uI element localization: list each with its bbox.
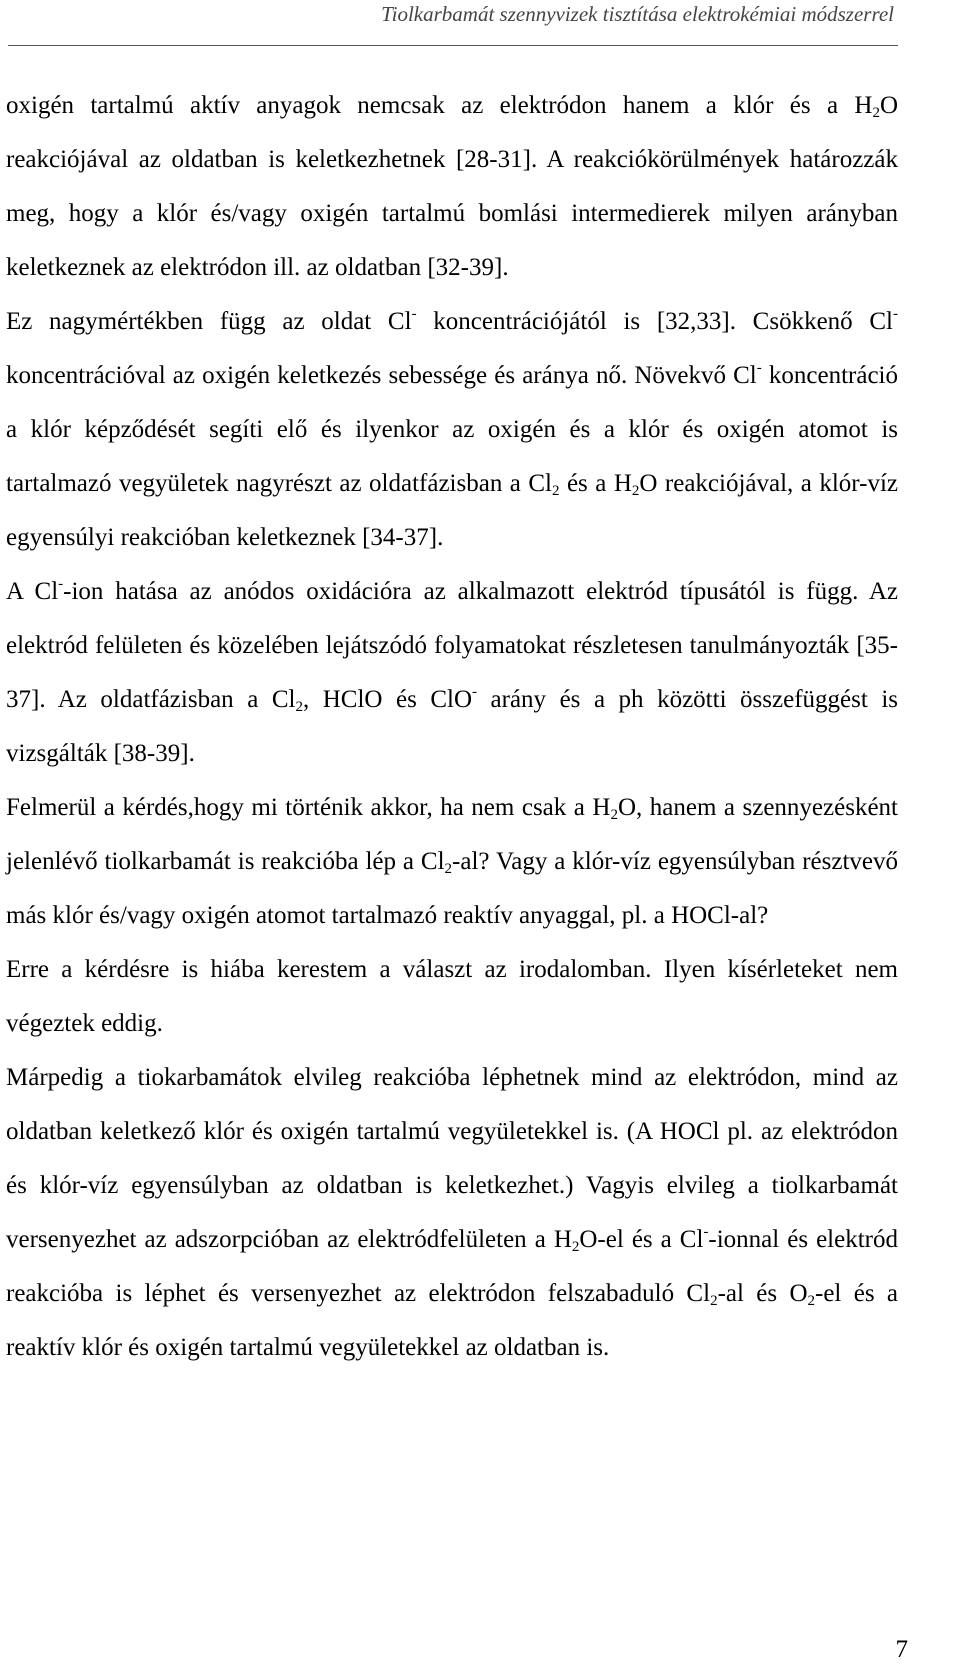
subscript: 2 bbox=[807, 1293, 816, 1309]
superscript: - bbox=[893, 306, 898, 322]
superscript: - bbox=[703, 1224, 709, 1240]
superscript: - bbox=[472, 684, 478, 700]
subscript: 2 bbox=[571, 1239, 580, 1255]
text-run: koncentrációval az oxigén keletkezés sebessége és aránya nő. Növekvő Cl bbox=[6, 362, 757, 389]
text-run: Erre a kérdésre is hiába kerestem a választ az irodalomban. Ilyen kísérleteket nem végeztek eddig. bbox=[6, 956, 898, 1037]
text-run: O-el és a Cl bbox=[579, 1226, 704, 1253]
paragraph bbox=[6, 781, 898, 943]
text-run: , HClO és ClO bbox=[302, 686, 473, 713]
text-run: -ionnal és elektród reakcióba is léphet és versenyezhet az elektródon felszabaduló Cl bbox=[6, 1226, 898, 1307]
subscript: 2 bbox=[610, 807, 618, 823]
subscript: 2 bbox=[631, 483, 640, 499]
superscript: - bbox=[411, 306, 417, 322]
text-run: -ion hatása az anódos oxidációra az alkalmazott elektród típusától is függ. Az elektród felületen és közelében lejátszódó folyamatokat részletesen tanulmányozták [35-37]. Az oldatfázisban a Cl bbox=[6, 578, 898, 713]
text-run: és a H bbox=[559, 470, 632, 497]
paragraph bbox=[6, 1051, 898, 1375]
subscript: 2 bbox=[551, 483, 560, 499]
text-run: arány és a ph közötti összefüggést is vizsgálták [38-39]. bbox=[6, 686, 898, 767]
body-text bbox=[6, 79, 898, 1375]
text-run: koncentráció a klór képződését segíti elő és ilyenkor az oxigén és a klór és oxigén atomot is tartalmazó vegyületek nagyrészt az oldatfázisban a Cl bbox=[6, 362, 898, 497]
text-run: -el és a reaktív klór és oxigén tartalmú vegyületekkel az oldatban is. bbox=[6, 1280, 898, 1361]
paragraph bbox=[6, 943, 898, 1051]
paragraph bbox=[6, 79, 898, 295]
paragraph bbox=[6, 295, 898, 565]
text-run: oxigén tartalmú aktív anyagok nemcsak az elektródon hanem a klór és a H bbox=[6, 92, 873, 119]
header-rule bbox=[8, 45, 898, 46]
subscript: 2 bbox=[444, 861, 453, 877]
running-header: Tiolkarbamát szennyvizek tisztítása elektrokémiai módszerrel bbox=[381, 2, 894, 26]
text-run: O reakciójával az oldatban is keletkezhetnek [28-31]. A reakciókörülmények határozzák meg, hogy a klór és/vagy oxigén tartalmú bomlási intermedierek milyen arányban keletkeznek az elektródon ill. az oldatban [32-39]. bbox=[6, 92, 898, 281]
text-run: koncentrációjától is [32,33]. Csökkenő Cl bbox=[416, 308, 893, 335]
subscript: 2 bbox=[710, 1293, 718, 1309]
text-run: Ez nagymértékben függ az oldat Cl bbox=[6, 308, 412, 335]
text-run: Márpedig a tiokarbamátok elvileg reakcióba léphetnek mind az elektródon, mind az oldatban keletkező klór és oxigén tartalmú vegyületekkel is. (A HOCl pl. az elektródon és klór-víz egyensúlyban az oldatban is keletkezhet.) Vagyis elvileg a tiolkarbamát versenyezhet az adszorpcióban az elektródfelületen a H bbox=[6, 1064, 898, 1253]
superscript: - bbox=[58, 576, 64, 592]
subscript: 2 bbox=[295, 699, 303, 715]
text-run: Felmerül a kérdés,hogy mi történik akkor, ha nem csak a H bbox=[6, 794, 611, 821]
text-run: -al és O bbox=[717, 1280, 808, 1307]
text-run: O, hanem a szennyezésként jelenlévő tiolkarbamát is reakcióba lép a Cl bbox=[6, 794, 898, 875]
text-run: -al? Vagy a klór-víz egyensúlyban résztvevő más klór és/vagy oxigén atomot tartalmazó reaktív anyaggal, pl. a HOCl-al? bbox=[6, 848, 898, 929]
paragraph bbox=[6, 565, 898, 781]
page-number: 7 bbox=[895, 1636, 908, 1663]
superscript: - bbox=[756, 360, 762, 376]
subscript: 2 bbox=[872, 105, 880, 121]
text-run: O reakciójával, a klór-víz egyensúlyi reakcióban keletkeznek [34-37]. bbox=[6, 470, 898, 551]
text-run: A Cl bbox=[6, 578, 59, 605]
